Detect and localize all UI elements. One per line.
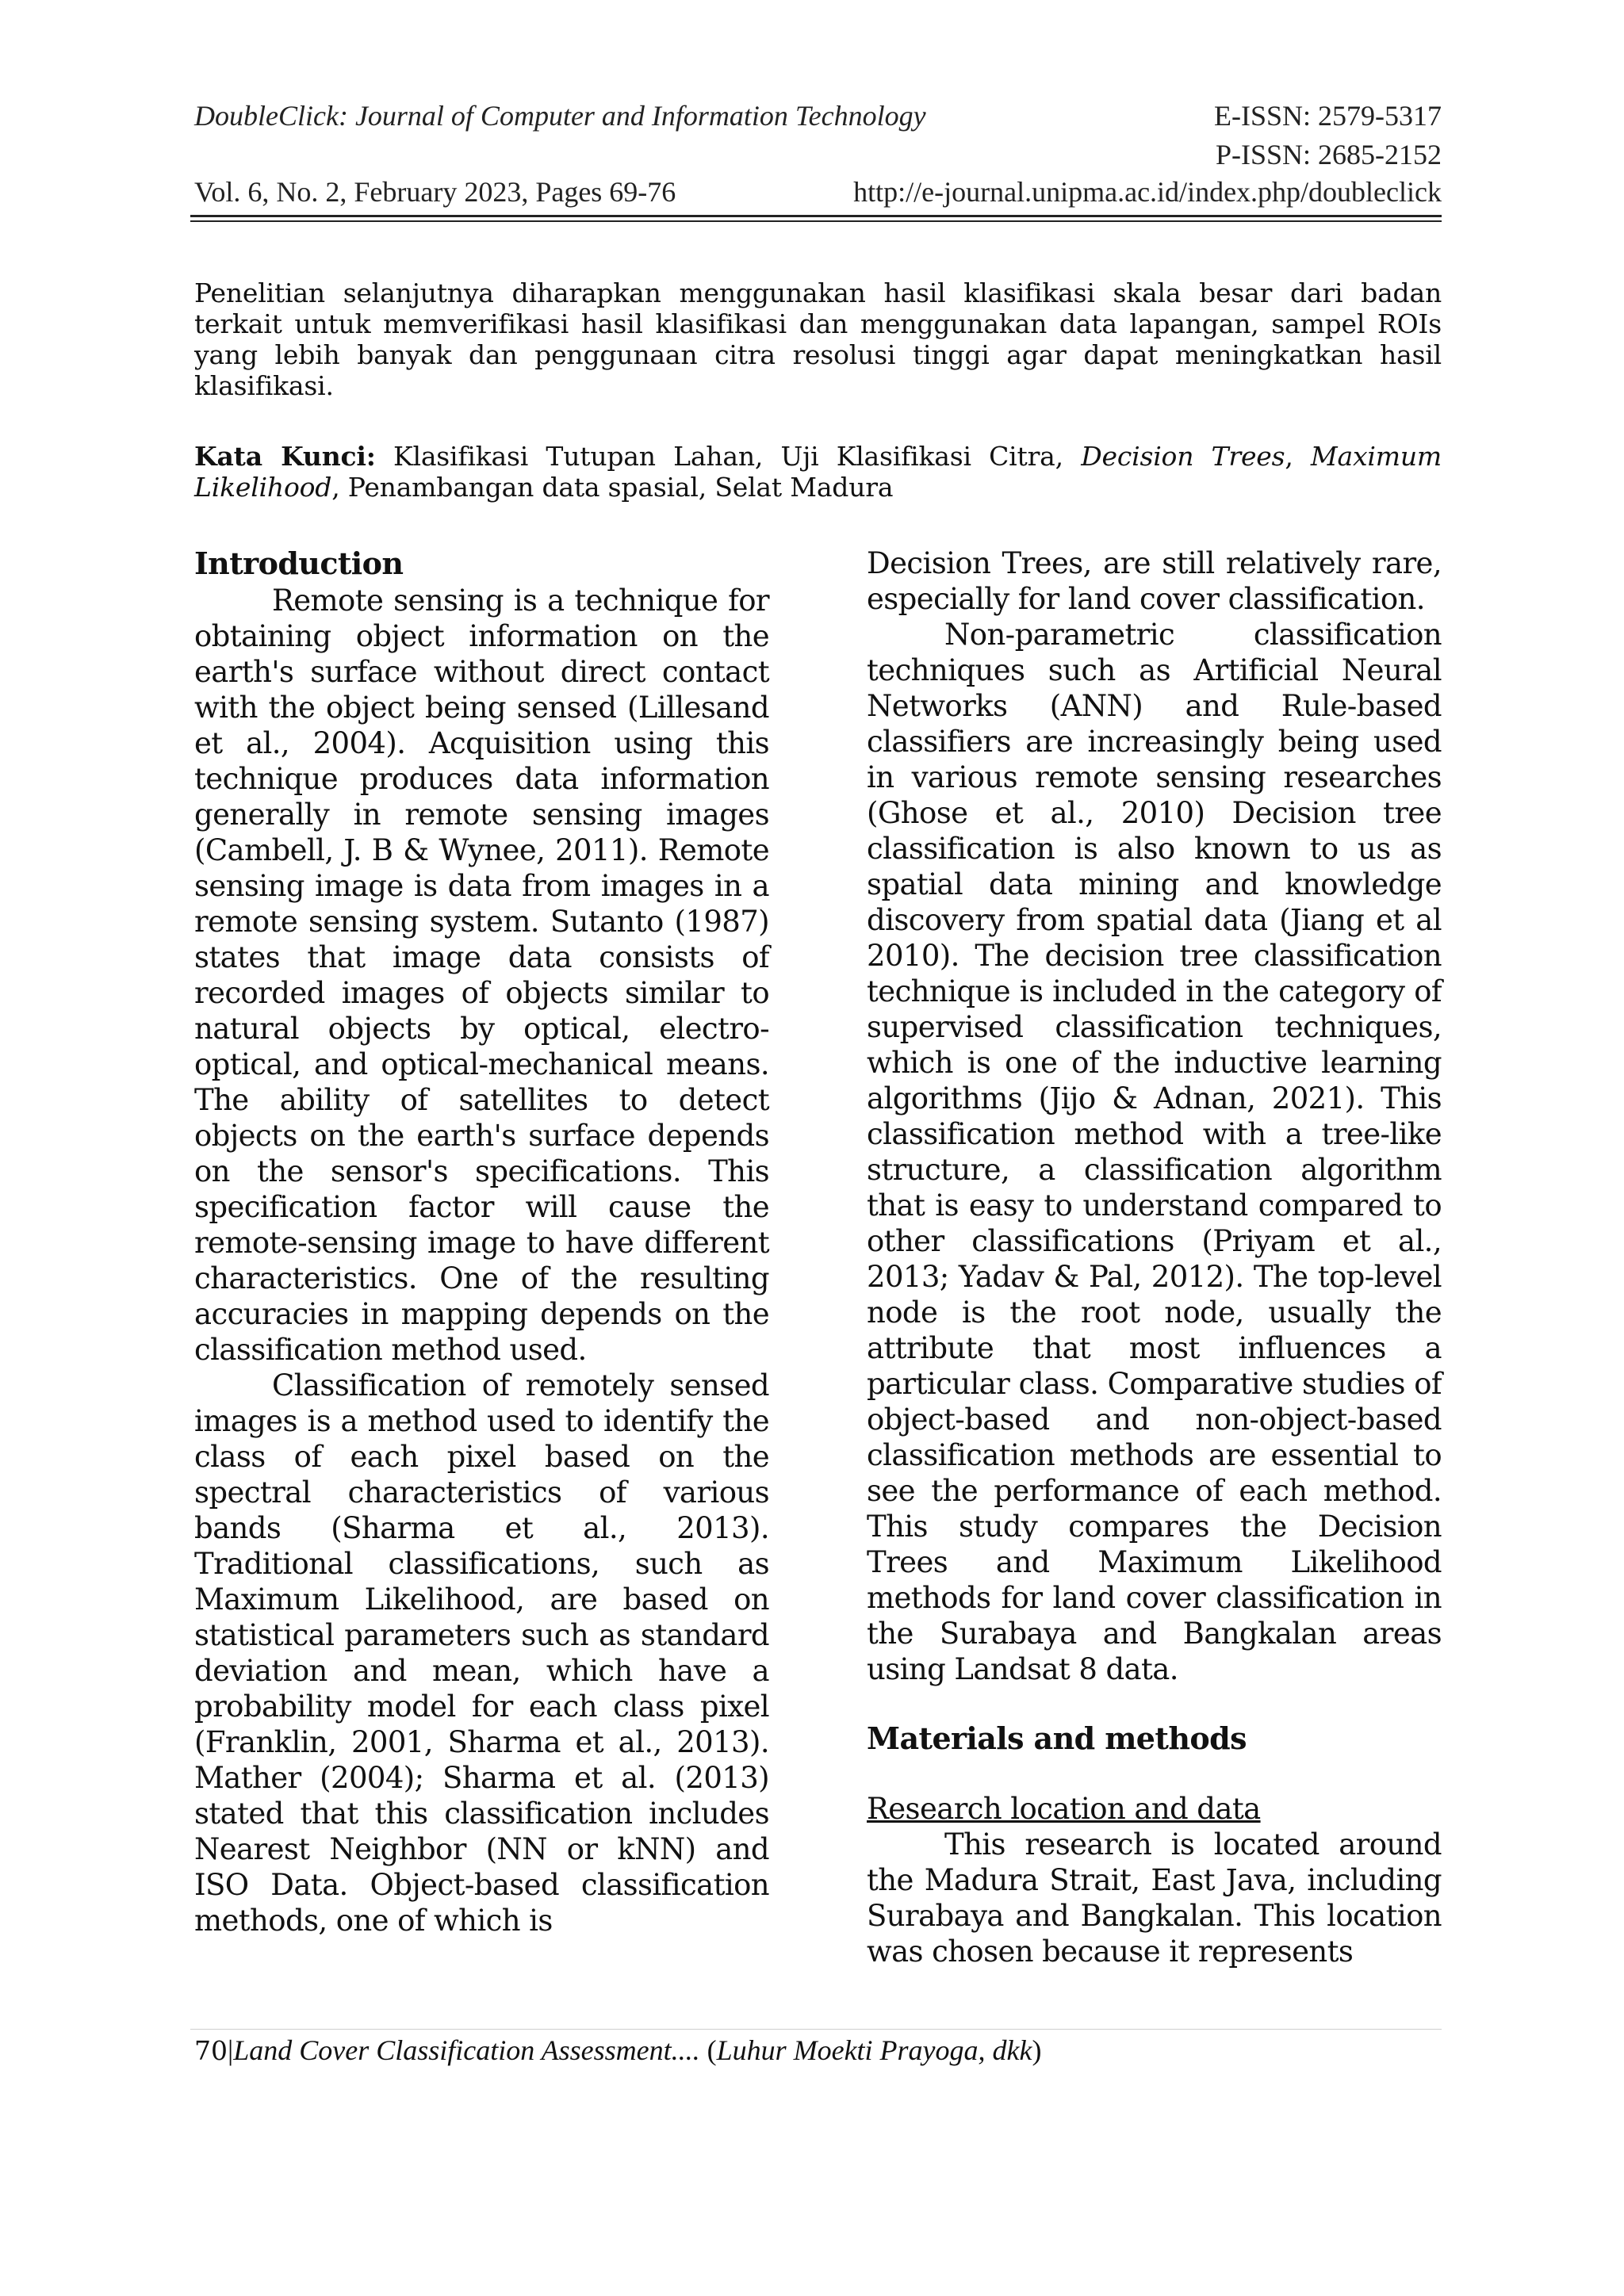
research-location-subheading: Research location and data — [867, 1792, 1261, 1826]
introduction-heading: Introduction — [194, 545, 404, 581]
keywords-text-1: Klasifikasi Tutupan Lahan, Uji Klasifikasi Citra, — [375, 441, 1082, 472]
pissn: P-ISSN: 2685-2152 — [1215, 139, 1442, 170]
methods-heading: Materials and methods — [867, 1720, 1247, 1756]
intro-paragraph-3: Non-parametric classification techniques such as Artificial Neural Networks (ANN) and Rule-based classifiers are increasingly being used in various remote sensing researches (Ghose et al., 2010) Decision tree classification is also known to us as spatial data mining and knowledge discovery from spatial data (Jiang et al 2010). The decision tree classification technique is included in the category of supervised classification techniques, which is one of the inductive learning algorithms (Jijo & Adnan, 2021). This classification method with a tree-like structure, a classification algorithm that is easy to understand compared to other classifications (Priyam et al., 2013; Yadav & Pal, 2012). The top-level node is the root node, usually the attribute that most influences a particular class. Comparative studies of object-based and non-object-based classification methods are essential to see the performance of each method. This study compares the Decision Trees and Maximum Likelihood methods for land cover classification in the Surabaya and Bangkalan areas using Landsat 8 data. — [867, 618, 1442, 1686]
footer-authors: Luhur Moekti Prayoga, dkk — [716, 2034, 1032, 2066]
volume-info: Vol. 6, No. 2, February 2023, Pages 69-76 — [194, 176, 676, 208]
page-footer — [194, 2033, 1042, 2068]
intro-paragraph-2: Classification of remotely sensed images is a method used to identify the class of each pixel based on the spectral characteristics of various bands (Sharma et al., 2013). Traditional classifications, such as Maximum Likelihood, are based on statistical parameters such as standard deviation and mean, which have a probability model for each class pixel (Franklin, 2001, Sharma et al., 2013). Mather (2004); Sharma et al. (2013) stated that this classification includes Nearest Neighbor (NN or kNN) and ISO Data. Object-based classification methods, one of which is — [194, 1368, 769, 1938]
footer-paren-close: ) — [1032, 2034, 1042, 2066]
footer-paren-open: ( — [699, 2034, 717, 2066]
footer-separator: | — [228, 2034, 234, 2066]
eissn: E-ISSN: 2579-5317 — [1214, 100, 1442, 132]
journal-url[interactable]: http://e-journal.unipma.ac.id/index.php/doubleclick — [853, 176, 1442, 208]
keywords-text-3: , Penambangan data spasial, Selat Madura — [331, 472, 894, 503]
keywords-italic-1: Decision Trees — [1081, 441, 1285, 472]
methods-paragraph-1: This research is located around the Madura Strait, East Java, including Surabaya and Bangkalan. This location was chosen because it represents — [867, 1827, 1442, 1969]
left-column — [194, 545, 769, 1938]
footer-rule — [190, 2029, 1442, 2030]
abstract-paragraph: Penelitian selanjutnya diharapkan menggunakan hasil klasifikasi skala besar dari badan terkait untuk memverifikasi hasil klasifikasi dan menggunakan data lapangan, sampel ROIs yang lebih banyak dan penggunaan citra resolusi tinggi agar dapat meningkatkan hasil klasifikasi. — [194, 277, 1442, 401]
keywords-text-2: , — [1285, 441, 1311, 472]
keywords-italic-2: Maximum Likelihood — [194, 441, 1442, 503]
footer-title: Land Cover Classification Assessment.... — [233, 2034, 700, 2066]
header-rule-thick — [190, 215, 1442, 217]
header-rule-thin — [190, 220, 1442, 222]
keywords — [194, 441, 1442, 503]
right-column — [867, 545, 1442, 1969]
intro-paragraph-2-continued: Decision Trees, are still relatively rare, especially for land cover classification. — [867, 546, 1442, 616]
intro-paragraph-1: Remote sensing is a technique for obtaining object information on the earth's surface without direct contact with the object being sensed (Lillesand et al., 2004). Acquisition using this technique produces data information generally in remote sensing images (Cambell, J. B & Wynee, 2011). Remote sensing image is data from images in a remote sensing system. Sutanto (1987) states that image data consists of recorded images of objects similar to natural objects by optical, electro-optical, and optical-mechanical means. The ability of satellites to detect objects on the earth's surface depends on the sensor's specifications. This specification factor will cause the remote-sensing image to have different characteristics. One of the resulting accuracies in mapping depends on the classification method used. — [194, 584, 769, 1367]
page-number: 70 — [194, 2035, 228, 2066]
keywords-label: Kata Kunci: — [194, 441, 376, 472]
journal-title: DoubleClick: Journal of Computer and Information Technology — [194, 100, 926, 132]
